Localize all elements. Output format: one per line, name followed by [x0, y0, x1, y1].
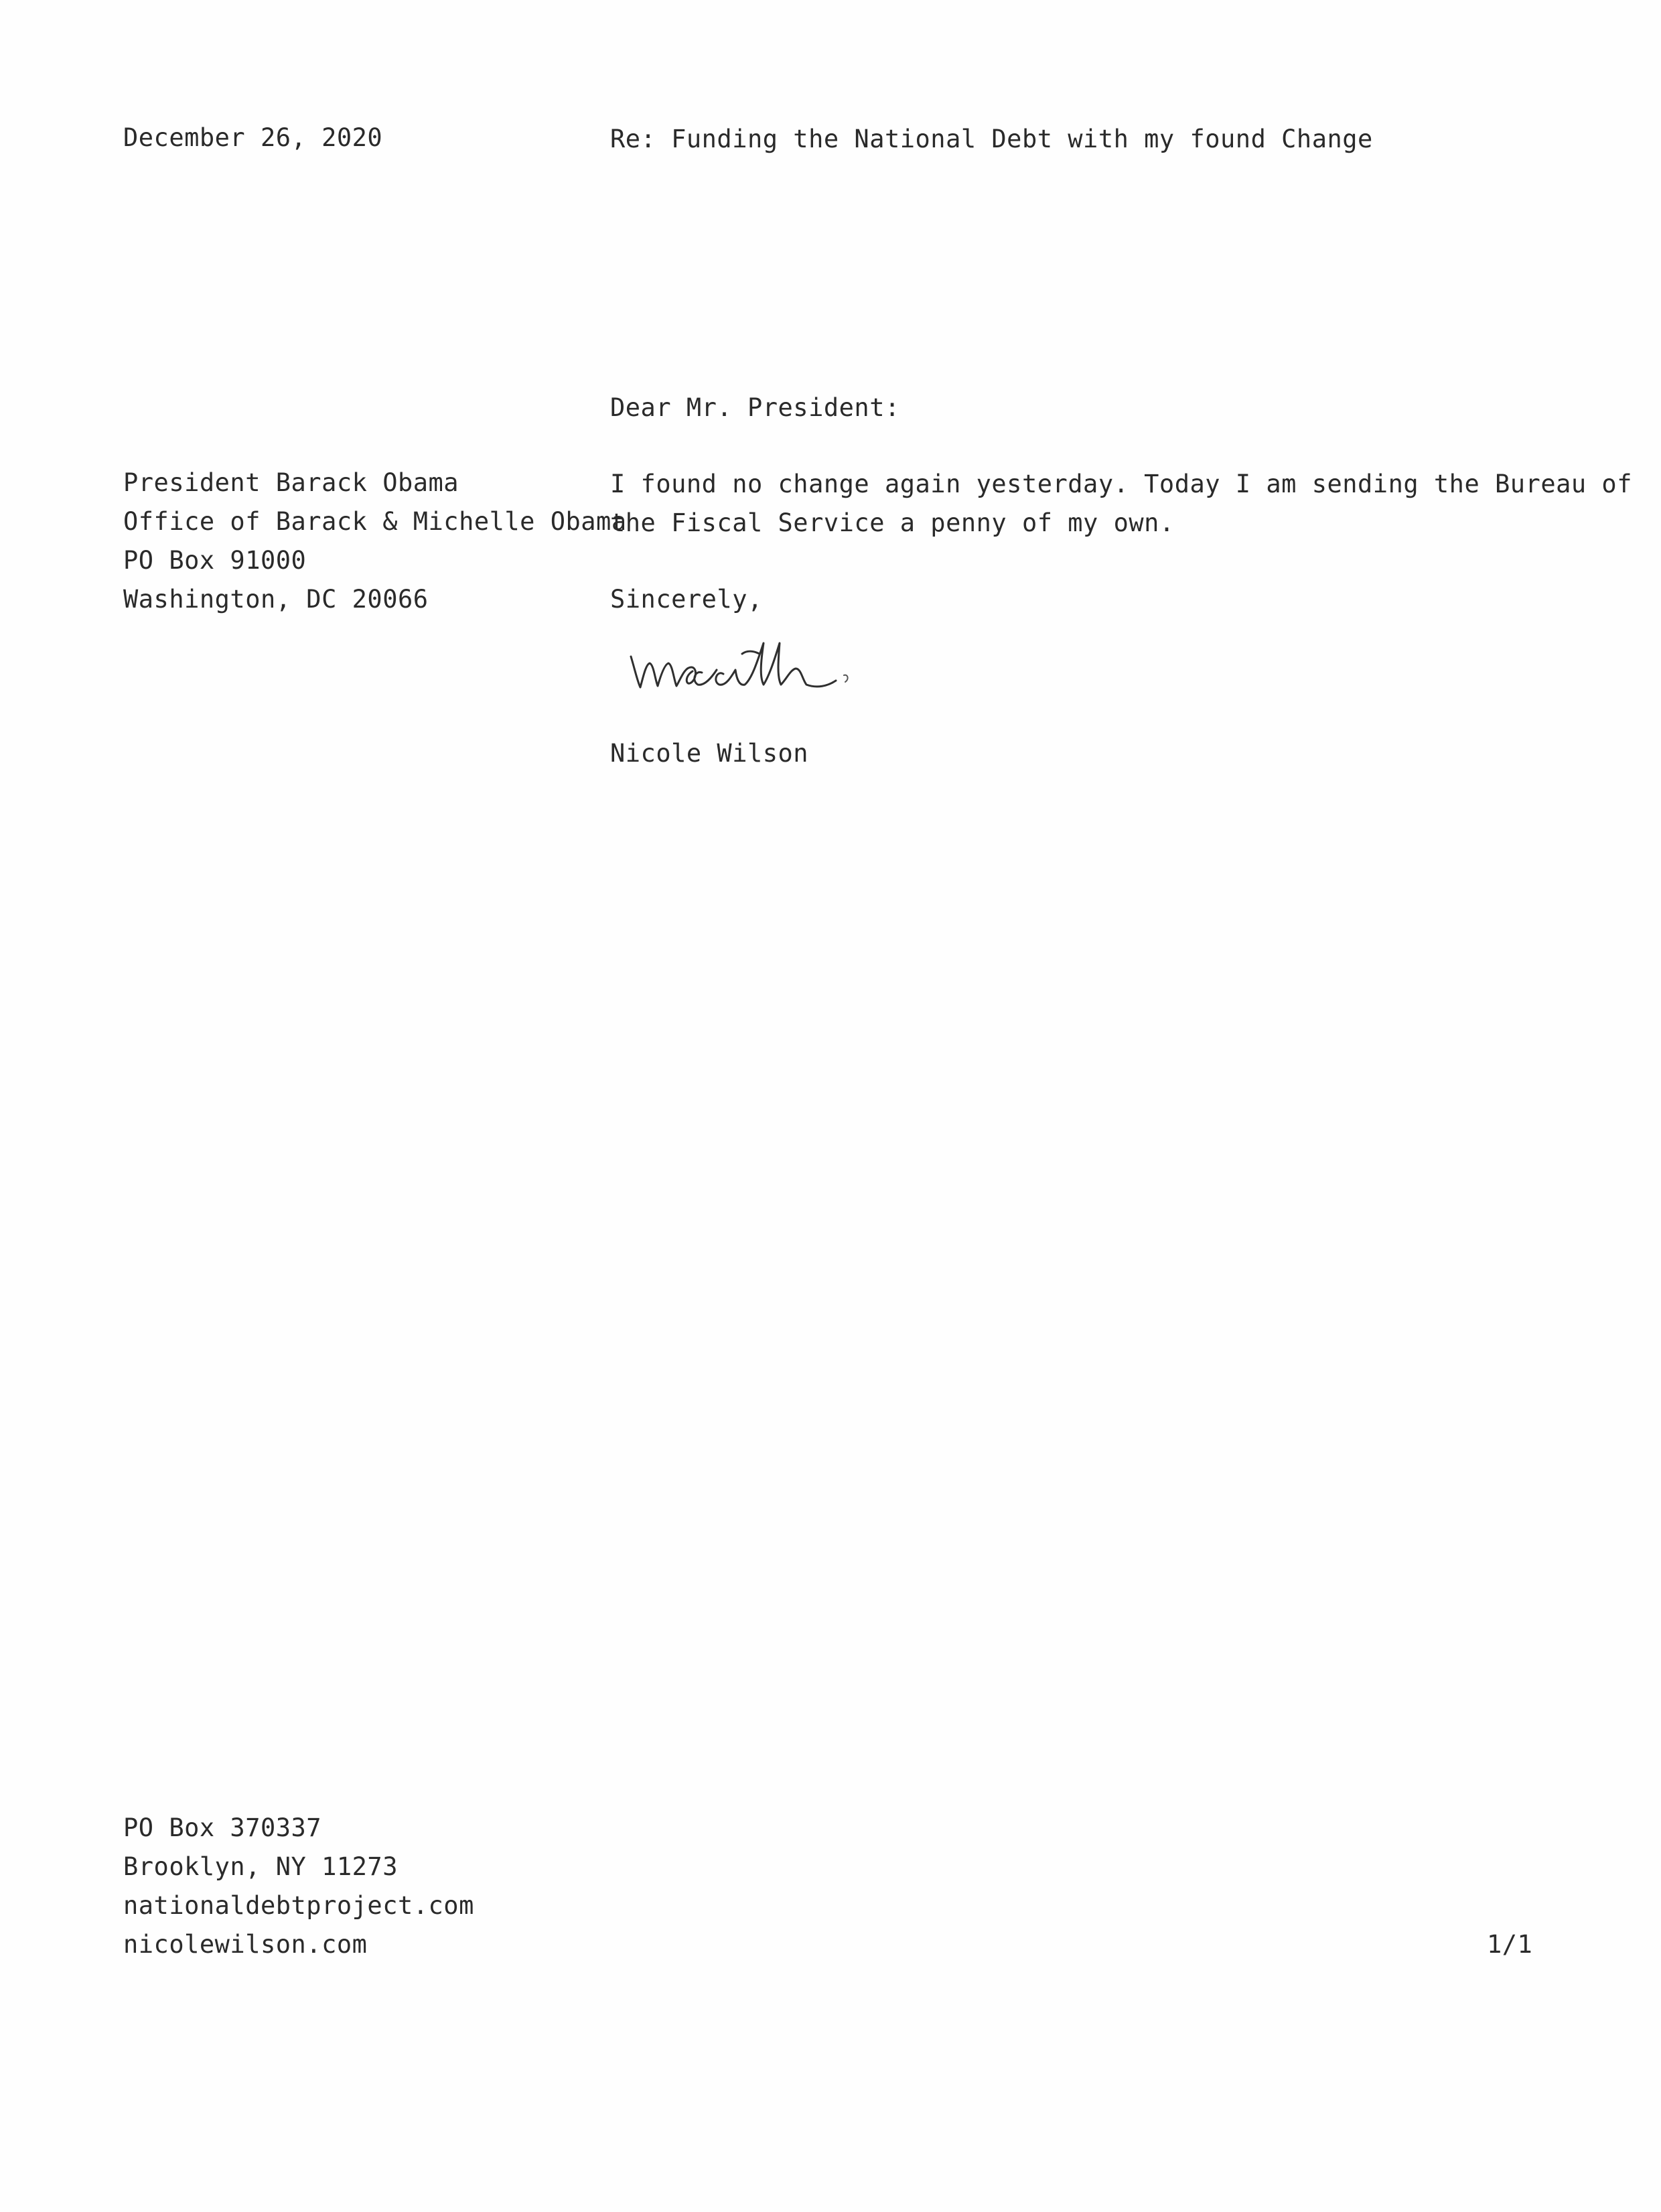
footer-line: nationaldebtproject.com: [123, 1891, 474, 1920]
subject-line: Re: Funding the National Debt with my found Change: [610, 125, 1373, 153]
recipient-line: President Barack Obama: [123, 468, 459, 497]
salutation: Dear Mr. President:: [610, 393, 900, 422]
recipient-line: PO Box 91000: [123, 546, 307, 575]
recipient-line: Office of Barack & Michelle Obama: [123, 507, 627, 536]
footer-line: PO Box 370337: [123, 1813, 322, 1842]
handwritten-signature: [623, 623, 958, 703]
body-line: the Fiscal Service a penny of my own.: [610, 508, 1175, 537]
sender-footer: [123, 1809, 474, 1964]
page-number: 1/1: [1487, 1930, 1533, 1959]
closing: Sincerely,: [610, 585, 763, 614]
footer-line: Brooklyn, NY 11273: [123, 1852, 398, 1881]
recipient-address: [123, 464, 627, 619]
letter-body: [610, 465, 1632, 543]
body-line: I found no change again yesterday. Today I am sending the Bureau of: [610, 470, 1632, 498]
footer-line: nicolewilson.com: [123, 1930, 368, 1959]
sender-name: Nicole Wilson: [610, 739, 809, 768]
letter-date: December 26, 2020: [123, 123, 383, 152]
recipient-line: Washington, DC 20066: [123, 585, 429, 614]
